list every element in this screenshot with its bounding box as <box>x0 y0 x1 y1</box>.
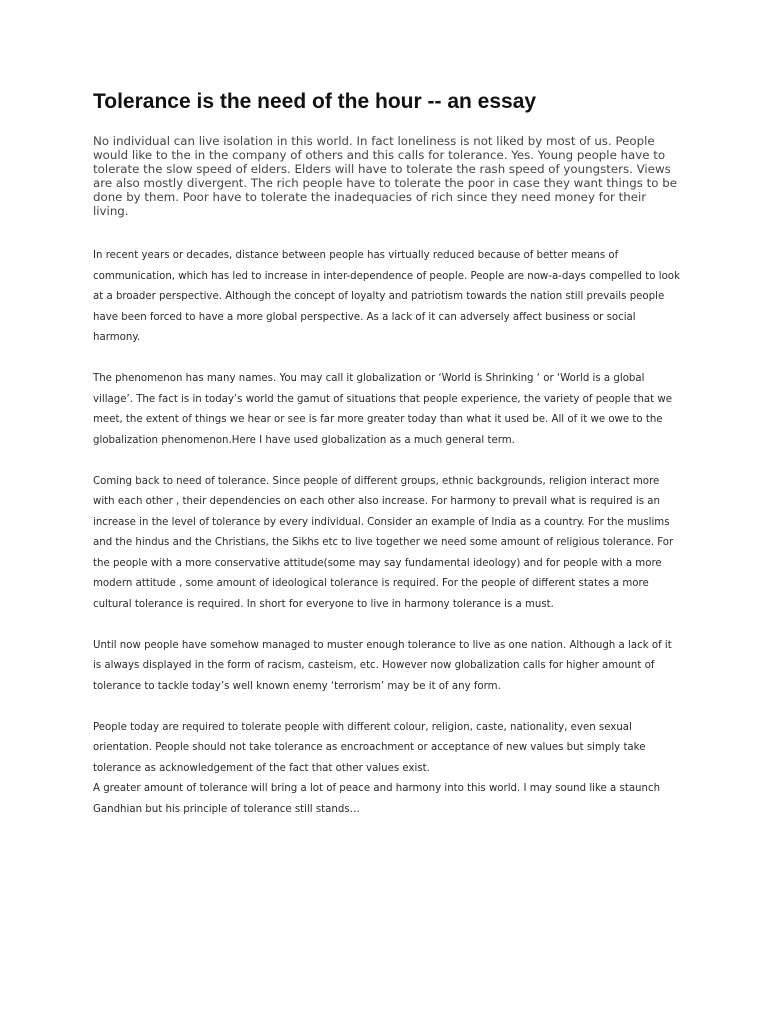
paragraph-conclusion: A greater amount of tolerance will bring a lot of peace and harmony into this world. I may sound like a staunch Gandhian but his principle of tolerance still stands… <box>93 783 661 815</box>
paragraph-one-nation: Until now people have somehow managed to muster enough tolerance to live as one nation. Although a lack of it is always displayed in the form of racism, casteism, etc. However now globalization calls for higher amount of tolerance to tackle today’s well known enemy ‘terrorism’ may be it of any form. <box>93 639 672 692</box>
essay-body <box>93 246 683 820</box>
paragraph-communication: In recent years or decades, distance between people has virtually reduced because of better means of communication, which has led to increase in inter-dependence of people. People are now-a-days compelled to look at a broader perspective. Although the concept of loyalty and patriotism towards the nation still prevails people have been forced to have a more global perspective. As a lack of it can adversely affect business or social harmony. <box>93 250 680 343</box>
paragraph-tolerate-people: People today are required to tolerate people with different colour, religion, caste, nationality, even sexual orientation. People should not take tolerance as encroachment or acceptance of new values but simply take tolerance as acknowledgement of the fact that other values exist. <box>93 721 646 774</box>
page-title: Tolerance is the need of the hour -- an essay <box>93 90 537 113</box>
paragraph-intro: No individual can live isolation in this world. In fact loneliness is not liked by most of us. People would like to the in the company of others and this calls for tolerance. Yes. Young people have to tolerate the slow speed of elders. Elders will have to tolerate the rash speed of youngsters. Views are also mostly divergent. The rich people have to tolerate the poor in case they want things to be done by them. Poor have to tolerate the inadequacies of rich since they need money for their living. <box>93 134 677 218</box>
paragraph-globalization: The phenomenon has many names. You may call it globalization or ‘World is Shrinking ‘ or ‘World is a global village’. The fact is in today’s world the gamut of situations that people experience, the variety of people that we meet, the extent of things we hear or see is far more greater today than what it used be. All of it we owe to the globalization phenomenon.Here I have used globalization as a much general term. <box>93 373 673 446</box>
paragraph-need-of-tolerance: Coming back to need of tolerance. Since people of different groups, ethnic backgrounds, religion interact more with each other , their dependencies on each other also increase. For harmony to prevail what is required is an increase in the level of tolerance by every individual. Consider an example of India as a country. For the muslims and the hindus and the Christians, the Sikhs etc to live together we need some amount of religious tolerance. For the people with a more conservative attitude(some may say fundamental ideology) and for people with a more modern attitude , some amount of ideological tolerance is required. For the people of different states a more cultural tolerance is required. In short for everyone to live in harmony tolerance is a must. <box>93 475 674 610</box>
